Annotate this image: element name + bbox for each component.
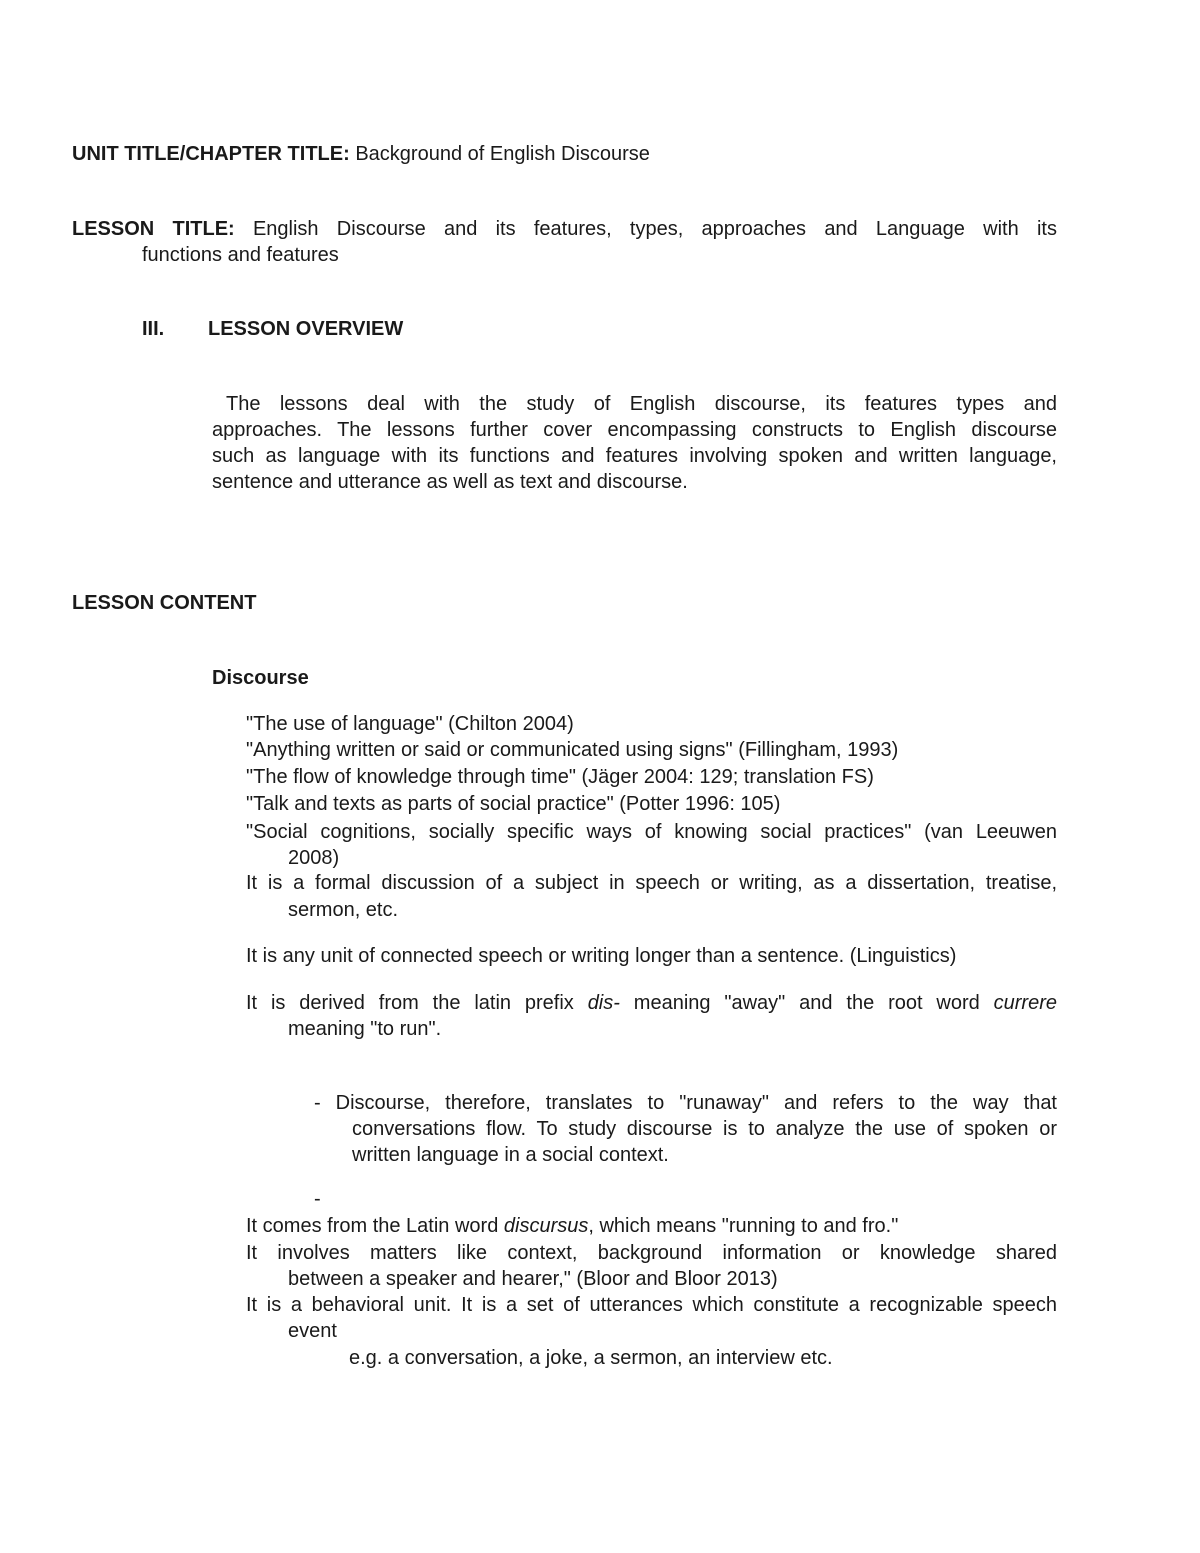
latin-root-word: currere [993, 992, 1057, 1014]
unit-title-value: Background of English Discourse [349, 143, 650, 165]
definition-text: 2008) [288, 847, 340, 869]
definition-text: "Anything written or said or communicated using signs" (Fillingham, 1993) [246, 739, 899, 761]
definition-item [246, 1240, 1057, 1292]
definition-item [246, 737, 1057, 763]
definition-text: It involves matters like context, background information or knowledge shared [246, 1242, 1057, 1264]
definition-line [246, 1213, 1057, 1239]
overview-line: approaches. The lessons further cover encompassing constructs to English discourse [212, 419, 1057, 441]
definition-text: It is a behavioral unit. It is a set of utterances which constitute a recognizable speech [246, 1294, 1057, 1316]
dash-text: - Discourse, therefore, translates to "runaway" and refers to the way that [314, 1092, 1057, 1114]
lesson-overview-heading: LESSON OVERVIEW [208, 318, 404, 340]
dash-list-item-empty [314, 1186, 1057, 1212]
definition-item [246, 990, 1057, 1042]
lesson-title-line-1 [72, 216, 1057, 242]
overview-line: sentence and utterance as well as text and discourse. [212, 471, 688, 493]
definition-text: "The flow of knowledge through time" (Jäger 2004: 129; translation FS) [246, 766, 874, 788]
definition-text: It is a formal discussion of a subject in speech or writing, as a dissertation, treatise, [246, 872, 1057, 894]
overview-paragraph [212, 391, 1057, 495]
definition-line [246, 990, 1057, 1016]
definition-item [246, 870, 1057, 923]
definition-item [246, 711, 1057, 737]
lesson-title-label: LESSON TITLE: [72, 218, 235, 240]
dash-text: written language in a social context. [352, 1144, 669, 1166]
definition-text: between a speaker and hearer," (Bloor and Bloor 2013) [288, 1268, 778, 1290]
definition-text: "Social cognitions, socially specific ways of knowing social practices" (van Leeuwen [246, 821, 1057, 843]
example-line: e.g. a conversation, a joke, a sermon, an interview etc. [349, 1347, 833, 1369]
lesson-content-heading: LESSON CONTENT [72, 592, 257, 614]
unit-title-label: UNIT TITLE/CHAPTER TITLE: [72, 143, 350, 165]
discourse-heading: Discourse [212, 667, 309, 689]
dash-text: - [314, 1188, 321, 1210]
definition-item [246, 1213, 1057, 1239]
definition-item [246, 1292, 1057, 1344]
definition-text: sermon, etc. [288, 899, 399, 921]
definition-text: "The use of language" (Chilton 2004) [246, 713, 574, 735]
definition-text: meaning "away" and the root word [619, 992, 994, 1014]
latin-word: discursus [503, 1215, 589, 1237]
definition-text: "Talk and texts as parts of social practice" (Potter 1996: 105) [246, 793, 781, 815]
lesson-title-block [72, 216, 1057, 268]
lesson-title-line-2: functions and features [142, 244, 339, 266]
overview-line: such as language with its functions and features involving spoken and written language, [212, 445, 1057, 467]
unit-title-line [72, 141, 1072, 167]
dash-list-item [314, 1090, 1057, 1168]
latin-prefix: dis- [587, 992, 620, 1014]
definition-item [246, 791, 1057, 817]
dash-text: conversations flow. To study discourse is to analyze the use of spoken or [352, 1118, 1057, 1140]
definition-text: , which means "running to and fro." [588, 1215, 899, 1237]
definition-text: It is derived from the latin prefix [246, 992, 588, 1014]
definition-item [246, 764, 1057, 790]
lesson-title-value: English Discourse and its features, types, approaches and Language with its [234, 218, 1057, 240]
definition-text: It is any unit of connected speech or writing longer than a sentence. (Linguistics) [246, 945, 957, 967]
overview-line: The lessons deal with the study of English discourse, its features types and [226, 393, 1057, 415]
definition-text: event [288, 1320, 337, 1342]
section-number: III. [142, 318, 165, 340]
definition-text: meaning "to run". [288, 1018, 442, 1040]
definition-item [246, 819, 1057, 871]
definition-item [246, 943, 1057, 969]
definition-text: It comes from the Latin word [246, 1215, 504, 1237]
